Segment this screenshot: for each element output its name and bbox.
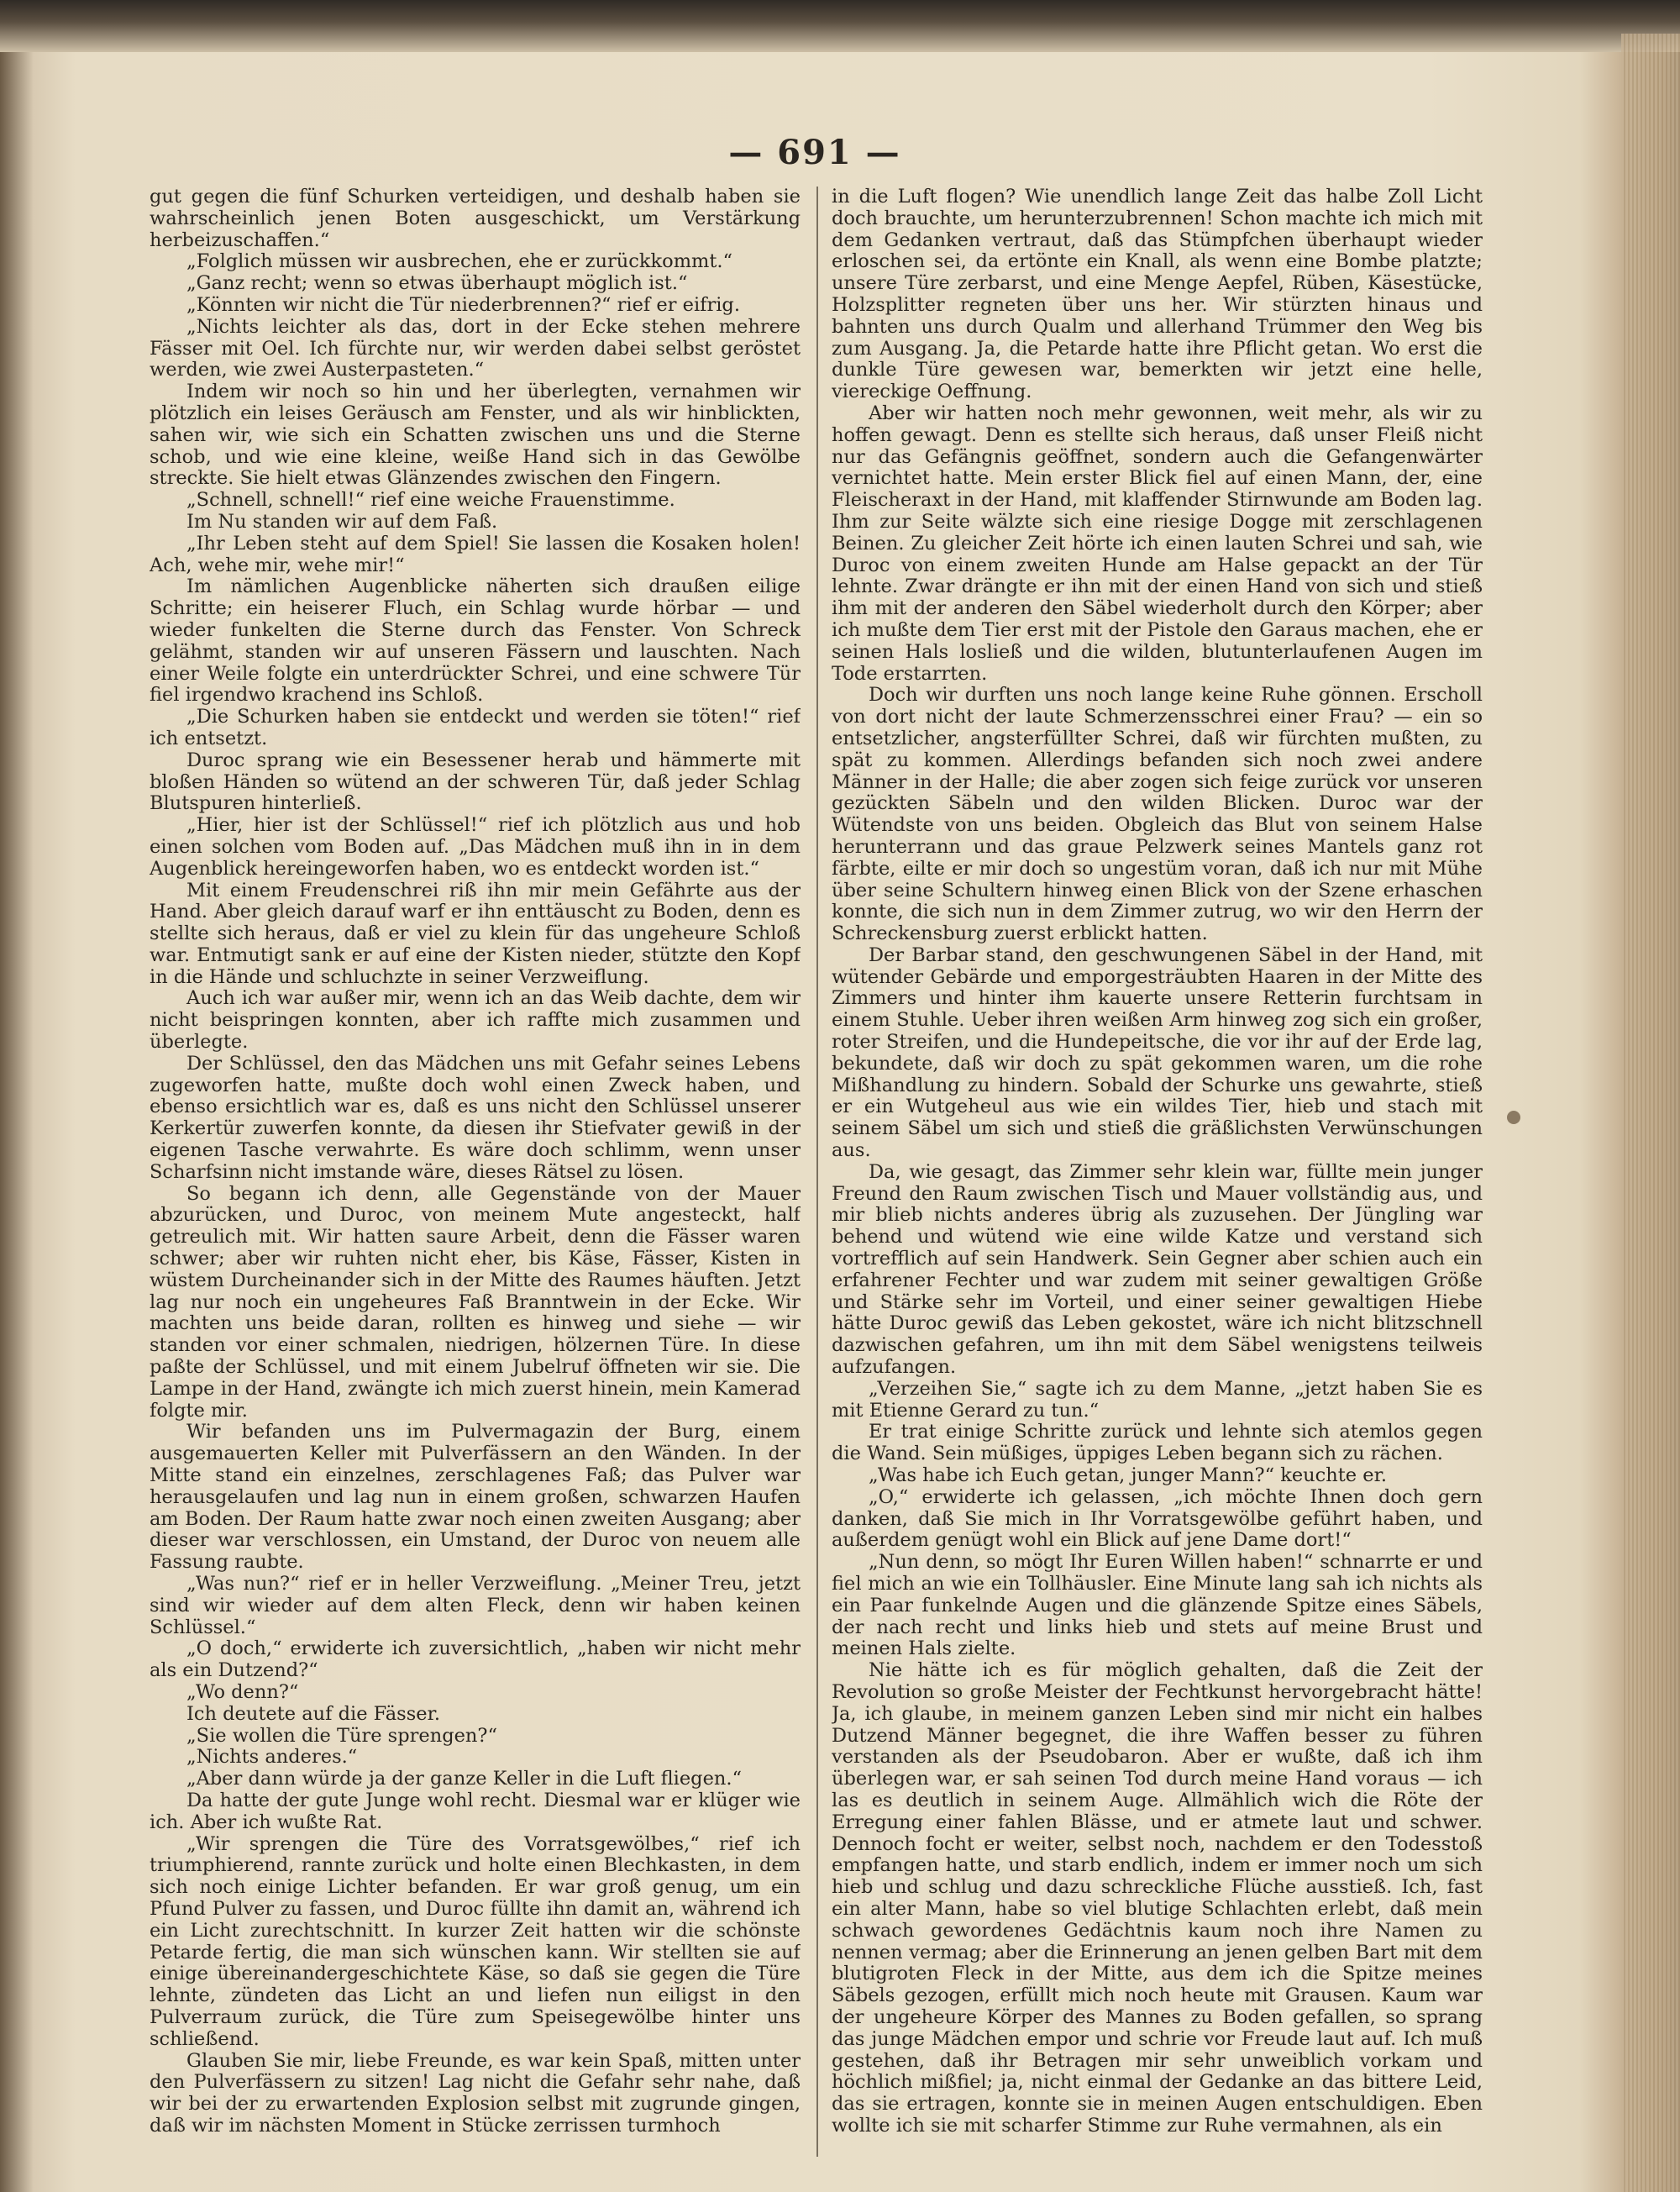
paragraph: Aber wir hatten noch mehr gewonnen, weit mehr, als wir zu hoffen gewagt. Denn es stellte sich heraus, daß unser Fleiß nicht nur das Gefängnis geöffnet, sondern auch die Gefangenwärter vernichtet hatte. Mein erster Blick fiel auf einen Mann, der, eine Fleischeraxt in der Hand, mit klaffender Stirnwunde am Boden lag. Ihm zur Seite wälzte sich eine riesige Dogge mit zerschlagenen Beinen. Zu gleicher Zeit hörte ich einen lauten Schrei und sah, wie Duroc von einem zweiten Hunde am Halse gepackt an der Tür lehnte. Zwar drängte er ihn mit der einen Hand von sich und stieß ihm mit der anderen den Säbel wiederholt durch den Körper; aber ich mußte dem Tier erst mit der Pistole den Garaus machen, ehe er seinen Hals losließ und die wilden, blutunterlaufenen Augen im Tode erstarrten.	[832, 402, 1483, 685]
page-number: — 691 —	[728, 133, 901, 172]
paragraph: „Hier, hier ist der Schlüssel!“ rief ich plötzlich aus und hob einen solchen vom Boden auf. „Das Mädchen muß ihn in in dem Augenblick hereingeworfen haben, wo es entdeckt worden ist.“	[150, 814, 801, 880]
paragraph: „Was habe ich Euch getan, junger Mann?“ keuchte er.	[869, 1464, 1388, 1487]
paragraph: „Verzeihen Sie,“ sagte ich zu dem Manne, „jetzt haben Sie es mit Etienne Gerard zu tun.“	[832, 1377, 1483, 1422]
paragraph: Da, wie gesagt, das Zimmer sehr klein war, füllte mein junger Freund den Raum zwischen Tisch und Mauer vollständig aus, und mir blieb nichts anderes übrig als zuzusehen. Der Jüngling war behend und wütend wie eine wilde Katze und verstand sich vortrefflich auf sein Handwerk. Sein Gegner aber schien auch ein erfahrener Fechter und war zudem mit seiner gewaltigen Größe und Stärke sehr im Vorteil, und einer seiner gewaltigen Hiebe hätte Duroc gewiß das Leben gekostet, wäre ich nicht blitzschnell dazwischen gefahren, um ihn mit dem Säbel wenigstens teilweis aufzufangen.	[832, 1160, 1483, 1379]
left-text-column	[150, 187, 801, 2157]
paragraph: „Sie wollen die Türe sprengen?“	[186, 1724, 497, 1747]
paragraph: „Nichts leichter als das, dort in der Ecke stehen mehrere Fässer mit Oel. Ich fürchte nur, wir werden dabei selbst geröstet werden, wie zwei Austerpasteten.“	[150, 315, 801, 381]
paragraph: „Wo denn?“	[186, 1680, 299, 1703]
paragraph: Im nämlichen Augenblicke näherten sich draußen eilige Schritte; ein heiserer Fluch, ein Schlag wurde hörbar — und wieder funkelten die Sterne durch das Fenster. Von Schreck gelähmt, standen wir auf unseren Fässern und lauschten. Nach einer Weile folgte ein unterdrückter Schrei, und eine schwere Tür fiel irgendwo krachend ins Schloß.	[150, 576, 801, 707]
paragraph: Indem wir noch so hin und her überlegten, vernahmen wir plötzlich ein leises Geräusch am Fenster, und als wir hinblickten, sahen wir, wie sich ein Schatten zwischen uns und die Sterne schob, und wie eine kleine, weiße Hand sich in das Gewölbe streckte. Sie hielt etwas Glänzendes zwischen den Fingern.	[150, 381, 801, 490]
paragraph: Der Barbar stand, den geschwungenen Säbel in der Hand, mit wütender Gebärde und emporgesträubten Haaren in der Mitte des Zimmers und hinter ihm kauerte unsere Retterin furchtsam in einem Stuhle. Ueber ihren weißen Arm hinweg zog sich ein großer, roter Streifen, und die Hundepeitsche, die vor ihr auf der Erde lag, bekundete, daß wir doch zu spät gekommen waren, um die rohe Mißhandlung zu hindern. Sobald der Schurke uns gewahrte, stieß er ein Wutgeheul aus wie ein wildes Tier, hieb und stach mit seinem Säbel um sich und stieß die gräßlichsten Verwünschungen aus.	[832, 944, 1483, 1162]
paragraph: Nie hätte ich es für möglich gehalten, daß die Zeit der Revolution so große Meister der Fechtkunst hervorgebracht hätte! Ja, ich glaube, in meinem ganzen Leben sind mir nicht ein halbes Dutzend Männer begegnet, die ihre Waffen besser zu führen verstanden als der Pseudobaron. Aber er wußte, daß ich ihm überlegen war, er sah seinen Tod durch meine Hand voraus — ich las es deutlich in seinem Auge. Allmählich wich die Röte der Erregung einer fahlen Blässe, und er atmete laut und schwer. Dennoch focht er weiter, selbst noch, nachdem er den Todesstoß empfangen hatte, und starb endlich, indem er immer noch um sich hieb und schlug und dazu schreckliche Flüche ausstieß. Ich, fast ein alter Mann, habe so viel blutige Schlachten erlebt, daß mein schwach gewordenes Gedächtnis kaum noch ihre Namen zu nennen vermag; aber die Erinnerung an jenen gelben Bart mit dem blutigroten Fleck in der Mitte, aus dem ich die Spitze meines Säbels gezogen, erfüllt mich noch heute mit Grausen. Kaum war der ungeheure Körper des Mannes zu Boden gefallen, so sprang das junge Mädchen empor und schrie vor Freude laut auf. Ich muß gestehen, daß ihr Betragen mir sehr unweiblich vorkam und höchlich mißfiel; ja, nicht einmal der Gedanke an das bittere Leid, das sie ertragen, konnte sie in meinen Augen entschuldigen. Eben wollte ich sie mit scharfer Stimme zur Ruhe vermahnen, als ein	[832, 1659, 1483, 2137]
paragraph: So begann ich denn, alle Gegenstände von der Mauer abzurücken, und Duroc, von meinem Mute angesteckt, half getreulich mit. Wir hatten saure Arbeit, denn die Fässer waren schwer; aber wir ruhten nicht eher, bis Käse, Fässer, Kisten in wüstem Durcheinander sich in der Mitte des Raumes häuften. Jetzt lag nur noch ein ungeheures Faß Branntwein in der Ecke. Wir machten uns beide daran, rollten es hinweg und siehe — wir standen vor einer schmalen, niedrigen, hölzernen Türe. In diese paßte der Schlüssel, und mit einem Jubelruf öffneten wir sie. Die Lampe in der Hand, zwängte ich mich zuerst hinein, mein Kamerad folgte mir.	[150, 1182, 801, 1422]
paragraph: Er trat einige Schritte zurück und lehnte sich atemlos gegen die Wand. Sein müßiges, üppiges Leben begann sich zu rächen.	[832, 1421, 1483, 1465]
paragraph: Da hatte der gute Junge wohl recht. Diesmal war er klüger wie ich. Aber ich wußte Rat.	[150, 1789, 801, 1833]
paragraph: gut gegen die fünf Schurken verteidigen, und deshalb haben sie wahrscheinlich jenen Boten ausgeschickt, um Verstärkung herbeizuschaffen.“	[150, 187, 801, 251]
right-text-column	[832, 187, 1483, 2157]
paper-hole	[1507, 1111, 1520, 1124]
paragraph: „Könnten wir nicht die Tür niederbrennen?“ rief er eifrig.	[186, 293, 740, 316]
paragraph: „Was nun?“ rief er in heller Verzweiflung. „Meiner Treu, jetzt sind wir wieder auf dem alten Fleck, denn wir haben keinen Schlüssel.“	[150, 1573, 801, 1638]
paragraph: „Nichts anderes.“	[186, 1746, 358, 1769]
column-divider	[816, 187, 818, 2157]
paragraph: Mit einem Freudenschrei riß ihn mir mein Gefährte aus der Hand. Aber gleich darauf warf er ihn enttäuscht zu Boden, denn es stellte sich heraus, daß er viel zu klein für das ungeheure Schloß war. Entmutigt sank er auf eine der Kisten nieder, stützte den Kopf in die Hände und schluchzte in seiner Verzweiflung.	[150, 879, 801, 988]
paragraph: Auch ich war außer mir, wenn ich an das Weib dachte, dem wir nicht beispringen konnten, aber ich raffte mich zusammen und überlegte.	[150, 987, 801, 1054]
paragraph: Duroc sprang wie ein Besessener herab und hämmerte mit bloßen Händen so wütend an der schweren Tür, daß jeder Schlag Blutspuren hinterließ.	[150, 749, 801, 815]
paragraph: „Ganz recht; wenn so etwas überhaupt möglich ist.“	[186, 272, 688, 295]
paragraph: „Ihr Leben steht auf dem Spiel! Sie lassen die Kosaken holen! Ach, wehe mir, wehe mir!“	[150, 532, 801, 576]
paragraph: „Nun denn, so mögt Ihr Euren Willen haben!“ schnarrte er und fiel mich an wie ein Tollhäusler. Eine Minute lang sah ich nichts als ein Paar funkelnde Augen und die glänzende Spitze eines Säbels, der nach recht und links hieb und stets auf meine Brust und meinen Hals zielte.	[832, 1551, 1483, 1660]
book-top-edge	[0, 0, 1680, 52]
paragraph: Doch wir durften uns noch lange keine Ruhe gönnen. Erscholl von dort nicht der laute Schmerzensschrei einer Frau? — ein so entsetzlicher, angsterfüllter Schrei, daß wir fürchten mußten, zu spät zu kommen. Allerdings befanden sich noch zwei andere Männer in der Halle; die aber zogen sich feige zurück vor unseren gezückten Säbeln und den wilden Blicken. Duroc war der Wütendste von uns beiden. Obgleich das Blut von seinem Halse herunterrann und das graue Pelzwerk seines Mantels ganz rot färbte, eilte er mir doch so ungestüm voran, daß ich nur mit Mühe über seine Schultern hinweg einen Blick von der Szene erhaschen konnte, die sich nun in dem Zimmer zutrug, wo wir den Herrn der Schreckensburg zuerst erblickt hatten.	[832, 684, 1483, 945]
paragraph: „Schnell, schnell!“ rief eine weiche Frauenstimme.	[186, 489, 675, 512]
paragraph: Der Schlüssel, den das Mädchen uns mit Gefahr seines Lebens zugeworfen hatte, mußte doch wohl einen Zweck haben, und ebenso ersichtlich war es, daß es uns nicht den Schlüssel unserer Kerkertür zuwerfen konnte, da diesen ihr Stiefvater gewiß in der eigenen Tasche verwahrte. Es wäre doch schlimm, wenn unser Scharfsinn nicht imstande wäre, dieses Rätsel zu lösen.	[150, 1052, 801, 1183]
paragraph: „O doch,“ erwiderte ich zuversichtlich, „haben wir nicht mehr als ein Dutzend?“	[150, 1637, 801, 1682]
paragraph: „Die Schurken haben sie entdeckt und werden sie töten!“ rief ich entsetzt.	[150, 706, 801, 749]
paragraph: Ich deutete auf die Fässer.	[186, 1702, 441, 1725]
paragraph: Wir befanden uns im Pulvermagazin der Burg, einem ausgemauerten Keller mit Pulverfässern an den Wänden. In der Mitte stand ein einzelnes, zerschlagenes Faß; das Pulver war herausgelaufen und lag nun in einem großen, schwarzen Haufen am Boden. Der Raum hatte zwar noch einen zweiten Ausgang; aber dieser war verschlossen, ein Umstand, der Duroc von neuem alle Fassung raubte.	[150, 1421, 801, 1574]
paragraph: Im Nu standen wir auf dem Faß.	[186, 510, 498, 533]
paragraph: Glauben Sie mir, liebe Freunde, es war kein Spaß, mitten unter den Pulverfässern zu sitzen! Lag nicht die Gefahr sehr nahe, daß wir bei der zu erwartenden Explosion selbst mit zugrunde gingen, daß wir im nächsten Moment in Stücke zerrissen turmhoch	[150, 2049, 801, 2137]
paragraph: „O,“ erwiderte ich gelassen, „ich möchte Ihnen doch gern danken, daß Sie mich in Ihr Vorratsgewölbe geführt haben, und außerdem genügt wohl ein Blick auf jene Dame dort!“	[832, 1485, 1483, 1552]
page-edges	[1621, 34, 1680, 2192]
paragraph: „Aber dann würde ja der ganze Keller in die Luft fliegen.“	[186, 1768, 743, 1790]
paragraph: „Folglich müssen wir ausbrechen, ehe er zurückkommt.“	[186, 250, 733, 273]
paragraph: in die Luft flogen? Wie unendlich lange Zeit das halbe Zoll Licht doch brauchte, um herunterzubrennen! Schon machte ich mich mit dem Gedanken vertraut, daß das Stümpfchen überhaupt wieder erloschen sei, da ertönte ein Knall, als wenn eine Bombe platzte; unsere Türe zerbarst, und eine Menge Aepfel, Rüben, Käsestücke, Holzsplitter regneten über uns her. Wir stürzten hinaus und bahnten uns durch Qualm und allerhand Trümmer den Weg bis zum Ausgang. Ja, die Petarde hatte ihre Pflicht getan. Wo erst die dunkle Türe gewesen war, bemerkten wir jetzt eine helle, viereckige Oeffnung.	[832, 187, 1483, 403]
paragraph: „Wir sprengen die Türe des Vorratsgewölbes,“ rief ich triumphierend, rannte zurück und holte einen Blechkasten, in dem sich noch einige Lichter befanden. Er war groß genug, um ein Pfund Pulver zu fassen, und Duroc füllte ihn damit an, während ich ein Licht zurechtschnitt. In kurzer Zeit hatten wir die schönste Petarde fertig, die man sich wünschen kann. Wir stellten sie auf einige übereinandergeschichtete Käse, so daß sie gegen die Türe lehnte, zündeten das Licht an und liefen nun eiligst in den Pulverraum zurück, die Türe zum Speisegewölbe hinter uns schließend.	[150, 1832, 801, 2050]
